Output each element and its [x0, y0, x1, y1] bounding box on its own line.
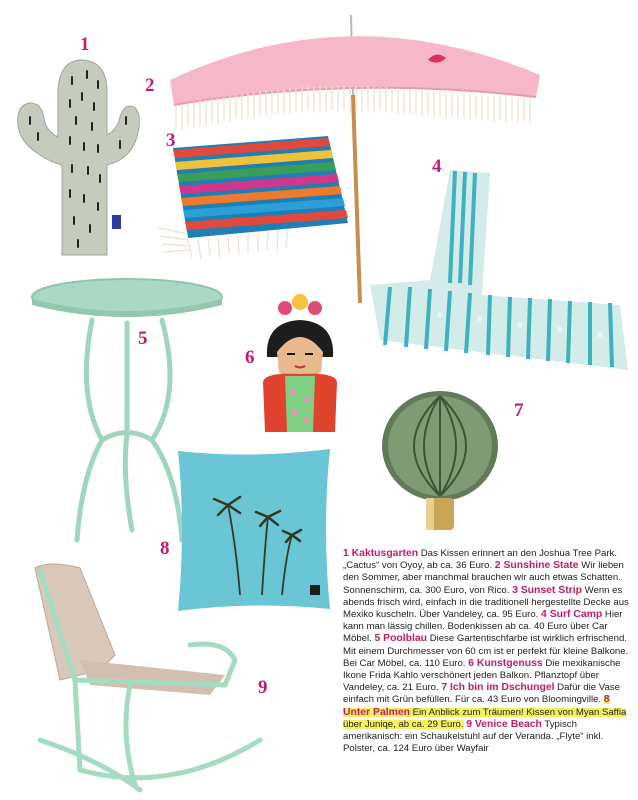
- item-number-9: 9: [258, 677, 268, 698]
- caption-text-7: Dafür die Vase einfach mit Grün befüllen. Für ca. 43 Euro von Bloomingville.: [343, 682, 620, 706]
- caption-text-8: Ein Anblick zum Träumen! Kissen von Myan Saffia über Juniqe, ab ca. 29 Euro.: [343, 706, 627, 730]
- caption-text-1: Das Kissen erinnert an den Joshua Tree Park. „Cactus“ von Oyoy, ab ca. 36 Euro.: [343, 548, 617, 572]
- caption-text-5: Diese Gartentischfarbe ist wirklich erfrischend. Mit einem Durchmesser von 60 cm ist er perfekt für kleine Balkone. Bei Car Möbel, ca. 110 Euro.: [343, 633, 629, 669]
- product-caption: [343, 548, 635, 755]
- item-number-3: 3: [166, 130, 176, 151]
- caption-title-3: 3 Sunset Strip: [512, 584, 582, 596]
- item-number-2: 2: [145, 75, 155, 96]
- caption-title-6: 6 Kunstgenuss: [468, 657, 543, 669]
- caption-text-3: Wenn es abends frisch wird, einfach in die traditionell hergestellte Decke aus Mexiko kuscheln. Über Vandeley, ca. 95 Euro.: [343, 584, 629, 621]
- item-number-7: 7: [514, 400, 524, 421]
- caption-title-1: 1 Kaktusgarten: [343, 548, 419, 559]
- green-glass-vase-image: [378, 388, 503, 533]
- rocking-chair-image: [20, 560, 265, 800]
- striped-floor-cushion-image: [370, 165, 632, 380]
- caption-title-5: 5 Poolblau: [374, 633, 428, 645]
- mexican-blanket-image: [158, 128, 358, 263]
- cactus-cushion-image: [12, 55, 142, 260]
- item-number-6: 6: [245, 347, 255, 368]
- caption-title-2: 2 Sunshine State: [494, 560, 579, 572]
- caption-title-4: 4 Surf Camp: [541, 609, 603, 621]
- caption-text-9: Typisch amerikanisch: ein Schaukelstuhl auf der Veranda. „Flyte“ inkl. Polster, ca. 124 Euro über Wayfair: [343, 718, 604, 755]
- caption-text-4: Hier kann man lässig chillen. Bodenkissen ab ca. 40 Euro über Car Möbel.: [343, 609, 623, 645]
- caption-text-2: Wir lieben den Sommer, aber manchmal brauchen wir auch etwas Schatten. Sonnenschirm, ca. 300 Euro, von Rico.: [343, 560, 624, 596]
- caption-title-8: 8 Unter Palmen: [343, 694, 610, 718]
- caption-title-9: 9 Venice Beach: [466, 718, 542, 730]
- item-number-5: 5: [138, 328, 148, 349]
- item-number-4: 4: [432, 156, 442, 177]
- caption-text-6: Die mexikanische Ikone Frida Kahlo verschönert jeden Balkon. Pflanztopf über Vandeley, ca. 21 Euro.: [343, 657, 621, 694]
- item-number-8: 8: [160, 538, 170, 559]
- frida-planter-image: [255, 292, 345, 437]
- item-number-1: 1: [80, 34, 90, 55]
- caption-title-7: 7 Ich bin im Dschungel: [441, 682, 555, 694]
